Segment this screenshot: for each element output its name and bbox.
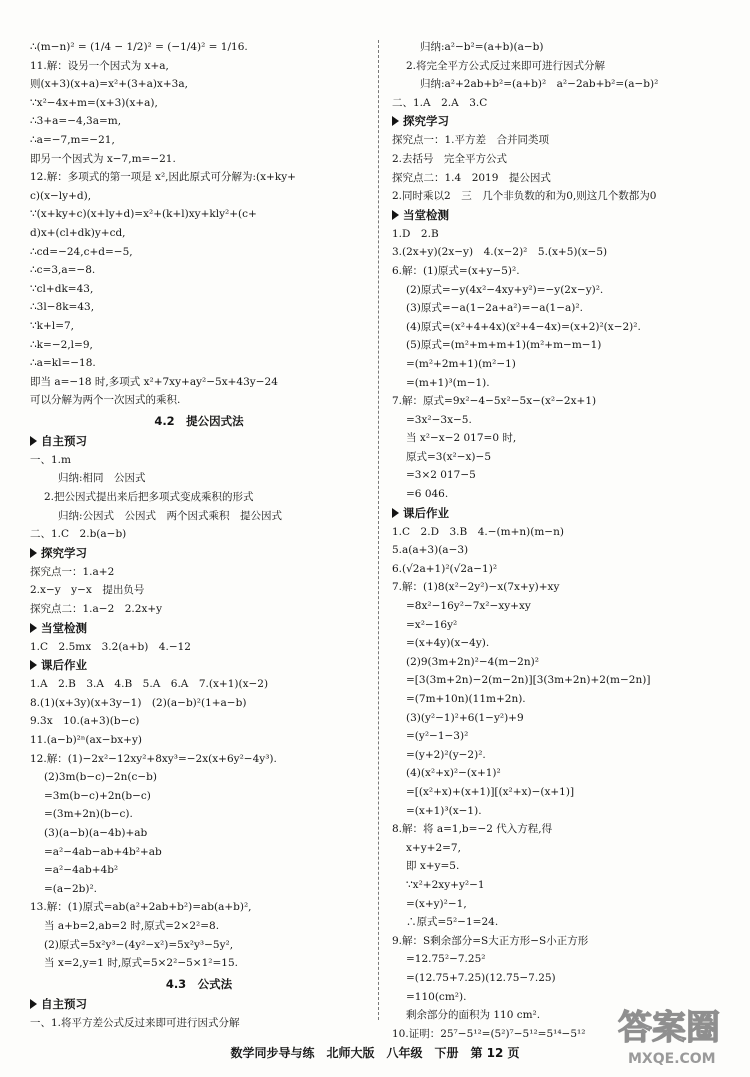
- answer-line: 1.A 2.B 3.A 4.B 5.A 6.A 7.(x+1)(x−2): [30, 678, 269, 691]
- answer-line: 10.证明：25⁷−5¹²=(5²)⁷−5¹²=5¹⁴−5¹²: [392, 1027, 586, 1040]
- answer-line: 1.C 2.D 3.B 4.−(m+n)(m−n): [392, 525, 564, 538]
- answer-line: 11.(a−b)²ⁿ(ax−bx+y): [30, 734, 142, 746]
- answer-line: =(m+1)³(m−1).: [406, 376, 490, 389]
- answer-line: 归纳:公因式 公因式 两个因式乘积 提公因式: [58, 509, 283, 522]
- answer-line: (3)(a−b)(a−4b)+ab: [44, 826, 148, 839]
- triangle-bullet-icon: [392, 116, 399, 126]
- answer-line: =[(x²+x)+(x+1)][(x²+x)−(x+1)]: [406, 785, 575, 798]
- section-heading: 探究学习: [30, 544, 368, 563]
- answer-line: 9.解：S剩余部分=S大正方形−S小正方形: [392, 934, 589, 947]
- section-heading: 自主预习: [30, 995, 368, 1014]
- answer-line: 9.3x 10.(a+3)(b−c): [30, 715, 140, 728]
- answer-line: =a²−4ab−ab+4b²+ab: [44, 845, 162, 858]
- answer-line: 2.x−y y−x 提出负号: [30, 584, 145, 597]
- triangle-bullet-icon: [30, 660, 37, 670]
- answer-line: 1.C 2.5mx 3.2(a+b) 4.−12: [30, 640, 191, 653]
- watermark-main-text: 答案圈: [618, 1008, 720, 1048]
- answer-line: 二、1.C 2.b(a−b): [30, 528, 127, 541]
- answer-line: =(3m+2n)(b−c).: [44, 808, 133, 821]
- answer-line: 7.解：(1)8(x²−2y²)−x(7x+y)+xy: [392, 581, 560, 594]
- answer-line: ∵x²+2xy+y²−1: [406, 878, 485, 891]
- answer-line: =3m(b−c)+2n(b−c): [44, 789, 151, 802]
- answer-line: =(x+1)³(x−1).: [406, 804, 482, 817]
- watermark-sub-text: MXQE.COM: [628, 1051, 716, 1067]
- answer-line: =110(cm²).: [406, 990, 467, 1003]
- answer-line: ∵x²−4x+m=(x+3)(x+a),: [30, 96, 158, 109]
- answer-line: 探究点二：1.a−2 2.2x+y: [30, 603, 163, 616]
- answer-line: ∴c=3,a=−8.: [30, 264, 96, 277]
- column-divider: [378, 40, 379, 1020]
- answer-line: (4)(x²+x)²−(x+1)²: [406, 767, 501, 780]
- answer-line: (2)原式=5x²y³−(4y²−x²)=5x²y³−5y²,: [44, 938, 234, 951]
- answer-line: =(x+y)²−1,: [406, 897, 467, 910]
- answer-line: 即另一个因式为 x−7,m=−21.: [30, 152, 176, 165]
- answer-line: =(x+4y)(x−4y).: [406, 637, 490, 650]
- triangle-bullet-icon: [30, 436, 37, 446]
- answer-line: 当 x²−x−2 017=0 时,: [406, 432, 517, 445]
- answer-line: =(y²−1−3)²: [406, 730, 469, 743]
- answer-line: ∴(m−n)² = (1/4 − 1/2)² = (−1/4)² = 1/16.: [30, 41, 248, 53]
- answer-line: 2.将完全平方公式反过来即可进行因式分解: [406, 59, 606, 72]
- answer-line: 3.(2x+y)(2x−y) 4.(x−2)² 5.(x+5)(x−5): [392, 246, 608, 259]
- answer-line: (2)9(3m+2n)²−4(m−2n)²: [406, 655, 539, 668]
- answer-line: ∴a=kl=−18.: [30, 357, 96, 370]
- answer-line: =[3(3m+2n)−2(m−2n)][3(3m+2n)+2(m−2n)]: [406, 674, 651, 687]
- answer-line: 原式=3(x²−x)−5: [406, 450, 491, 463]
- answer-line: c)(x−ly+d),: [30, 189, 92, 202]
- section-title: 4.3 公式法: [165, 976, 233, 991]
- answer-line: ∴cd=−24,c+d=−5,: [30, 245, 133, 258]
- answer-line: ∴k=−2,l=9,: [30, 338, 93, 351]
- answer-line: =(a−2b)².: [44, 882, 97, 895]
- answer-line: 12.解：(1)−2x²−12xy²+8xy³=−2x(x+6y²−4y³).: [30, 752, 277, 765]
- answer-line: =(12.75+7.25)(12.75−7.25): [406, 971, 556, 984]
- answer-line: 可以分解为两个一次因式的乘积.: [30, 394, 181, 407]
- answer-line: ∴a=−7,m=−21,: [30, 133, 115, 146]
- answer-line: =(m²+2m+1)(m²−1): [406, 357, 516, 370]
- answer-line: 剩余部分的面积为 110 cm².: [406, 1009, 541, 1022]
- answer-line: =a²−4ab+4b²: [44, 864, 119, 877]
- section-heading: 探究学习: [392, 112, 732, 131]
- answer-line: (3)原式=−a(1−2a+a²)=−a(1−a)².: [406, 302, 583, 315]
- answer-line: 二、1.A 2.A 3.C: [392, 96, 488, 109]
- answer-line: ∴原式=5²−1=24.: [406, 916, 499, 929]
- answer-line: 11.解：设另一个因式为 x+a,: [30, 59, 169, 72]
- answer-line: 归纳:a²+2ab+b²=(a+b)² a²−2ab+b²=(a−b)²: [420, 78, 659, 91]
- answer-line: ∴3+a=−4,3a=m,: [30, 115, 122, 128]
- answer-line: 1.D 2.B: [392, 227, 439, 240]
- answer-line: 归纳:a²−b²=(a+b)(a−b): [420, 41, 544, 53]
- answer-line: 即 x+y=5.: [406, 860, 460, 873]
- answer-line: 2.去括号 完全平方公式: [392, 152, 508, 165]
- answer-line: 5.a(a+3)(a−3): [392, 544, 469, 557]
- triangle-bullet-icon: [30, 548, 37, 558]
- answer-line: (2)3m(b−c)−2n(c−b): [44, 771, 157, 784]
- answer-line: 当 a+b=2,ab=2 时,原式=2×2²=8.: [44, 919, 220, 932]
- triangle-bullet-icon: [392, 508, 399, 518]
- answer-line: 一、1.将平方差公式反过来即可进行因式分解: [30, 1016, 240, 1029]
- answer-line: 归纳:相同 公因式: [58, 472, 146, 485]
- page-footer: 数学同步导与练 北师大版 八年级 下册 第 12 页: [230, 1046, 520, 1060]
- answer-line: =8x²−16y²−7x²−xy+xy: [406, 600, 531, 613]
- answer-line: 探究点一：1.平方差 合并同类项: [392, 134, 550, 147]
- answer-line: 6.解：(1)原式=(x+y−5)².: [392, 264, 520, 277]
- answer-line: 2.把公因式提出来后把多项式变成乘积的形式: [44, 491, 254, 504]
- answer-line: 当 x=2,y=1 时,原式=5×2²−5×1²=15.: [44, 957, 238, 970]
- answer-line: ∵(x+ky+c)(x+ly+d)=x²+(k+l)xy+kly²+(c+: [30, 208, 257, 221]
- answer-line: =(7m+10n)(11m+2n).: [406, 693, 526, 705]
- answer-line: 12.解：多项式的第一项是 x²,因此原式可分解为:(x+ky+: [30, 171, 296, 184]
- answer-line: 则(x+3)(x+a)=x²+(3+a)x+3a,: [30, 78, 188, 91]
- answer-line: =(y+2)²(y−2)².: [406, 748, 486, 761]
- answer-line: 8.(1)(x+3y)(x+3y−1) (2)(a−b)²(1+a−b): [30, 696, 247, 709]
- answer-line: d)x+(cl+dk)y+cd,: [30, 226, 126, 239]
- answer-line: x+y+2=7,: [406, 841, 461, 854]
- answer-line: 6.(√2a+1)²(√2a−1)²: [392, 562, 498, 575]
- answer-line: =6 046.: [406, 488, 449, 501]
- answer-line: (3)(y²−1)²+6(1−y²)+9: [406, 711, 524, 724]
- section-heading: 当堂检测: [392, 206, 732, 225]
- watermark-logo: [612, 999, 742, 1071]
- section-title: 4.2 提公因式法: [154, 413, 244, 428]
- triangle-bullet-icon: [392, 210, 399, 220]
- left-column: [30, 38, 368, 1032]
- section-heading: 自主预习: [30, 432, 368, 451]
- answer-line: (2)原式=−y(4x²−4xy+y²)=−y(2x−y)².: [406, 283, 604, 296]
- answer-line: =x²−16y²: [406, 618, 458, 631]
- section-heading: 课后作业: [392, 504, 732, 523]
- answer-line: 7.解：原式=9x²−4−5x²−5x−(x²−2x+1): [392, 395, 597, 408]
- answer-line: ∵cl+dk=43,: [30, 282, 94, 295]
- answer-line: 8.解：将 a=1,b=−2 代入方程,得: [392, 823, 553, 836]
- triangle-bullet-icon: [30, 999, 37, 1009]
- answer-line: (4)原式=(x²+4+4x)(x²+4−4x)=(x+2)²(x−2)².: [406, 320, 641, 333]
- answer-line: 即当 a=−18 时,多项式 x²+7xy+ay²−5x+43y−24: [30, 375, 278, 388]
- right-column: [392, 38, 732, 1043]
- answer-line: ∴3l−8k=43,: [30, 301, 95, 314]
- answer-line: =3x²−3x−5.: [406, 413, 472, 426]
- answer-line: 2.同时乘以2 三 几个非负数的和为0,则这几个数都为0: [392, 190, 657, 203]
- answer-line: =3×2 017−5: [406, 469, 476, 482]
- answer-line: =12.75²−7.25²: [406, 953, 486, 966]
- answer-line: 探究点二：1.4 2019 提公因式: [392, 171, 551, 184]
- section-heading: 课后作业: [30, 656, 368, 675]
- answer-line: 探究点一：1.a+2: [30, 565, 115, 578]
- answer-line: 一、1.m: [30, 453, 71, 466]
- answer-line: ∵k+l=7,: [30, 319, 75, 332]
- triangle-bullet-icon: [30, 623, 37, 633]
- answer-line: (5)原式=(m²+m+m+1)(m²+m−m−1): [406, 339, 602, 352]
- answer-line: 13.解：(1)原式=ab(a²+2ab+b²)=ab(a+b)²,: [30, 901, 252, 914]
- section-heading: 当堂检测: [30, 619, 368, 638]
